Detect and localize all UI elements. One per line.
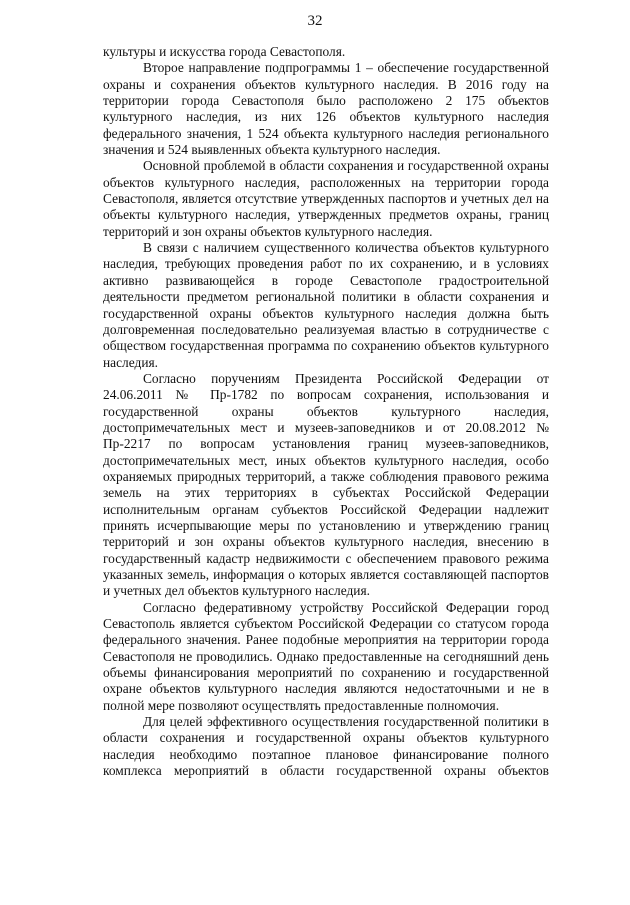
page-number: 32 <box>307 13 323 29</box>
paragraph-president-orders: Согласно поручениям Президента Российской Федерации от 24.06.2011 № Пр-1782 по вопросам сохранения, использования и государственной охраны объектов культурного наследия, достопримечательных мест и музеев-заповедников и от 20.08.2012 № Пр-2217 по вопросам установления границ музеев-заповедников, достопримечательных мест, иных объектов культурного наследия, особо охраняемых природных территорий, а также соблюдения правового режима земель на этих территориях в субъектах Российской Федерации исполнительным органам субъектов Российской Федерации надлежит принять исчерпывающие меры по установлению и утверждению границ территорий и зон охраны объектов культурного наследия, внесению в государственный кадастр недвижимости с обеспечением правового режима указанных земель, информация о которых является составляющей паспортов и учетных дел объектов культурного наследия. <box>103 370 549 599</box>
paragraph-main-problem: Основной проблемой в области сохранения и государственной охраны объектов культурного наследия, расположенных на территории города Севастополя, является отсутствие утвержденных паспортов и учетных дел на объекты культурного наследия, утвержденных предметов охраны, границ территорий и зон охраны объектов культурного наследия. <box>103 158 549 239</box>
paragraph-regional-policy: В связи с наличием существенного количества объектов культурного наследия, требующих проведения работ по их сохранению, и в условиях активно развивающейся в городе Севастополе градостроительной деятельности предметом региональной политики в области сохранения и государственной охраны объектов культурного наследия должна быть долговременная последовательно реализуемая властью в сотрудничестве с обществом государственная программа по сохранению объектов культурного наследия. <box>103 240 549 370</box>
paragraph-funding: Для целей эффективного осуществления государственной политики в области сохранения и государственной охраны объектов культурного наследия необходимо поэтапное плановое финансирование полного комплекса мероприятий в области государственной охраны объектов <box>103 714 549 779</box>
document-body <box>103 44 549 779</box>
paragraph-subprogram-direction: Второе направление подпрограммы 1 – обеспечение государственной охраны и сохранения объектов культурного наследия. В 2016 году на территории города Севастополя было расположено 2 175 объектов культурного наследия, из них 126 объектов культурного наследия федерального значения, 1 524 объекта культурного наследия регионального значения и 524 выявленных объекта культурного наследия. <box>103 60 549 158</box>
paragraph-continuation: культуры и искусства города Севастополя. <box>103 44 346 59</box>
paragraph-federal-structure: Согласно федеративному устройству Российской Федерации город Севастополь является субъектом Российской Федерации со статусом города федерального значения. Ранее подобные мероприятия на территории города Севастополя не проводились. Однако предоставленные на сегодняшний день объемы финансирования мероприятий по сохранению и государственной охране объектов культурного наследия являются недостаточными и не в полной мере позволяют осуществлять предоставленные полномочия. <box>103 599 549 713</box>
